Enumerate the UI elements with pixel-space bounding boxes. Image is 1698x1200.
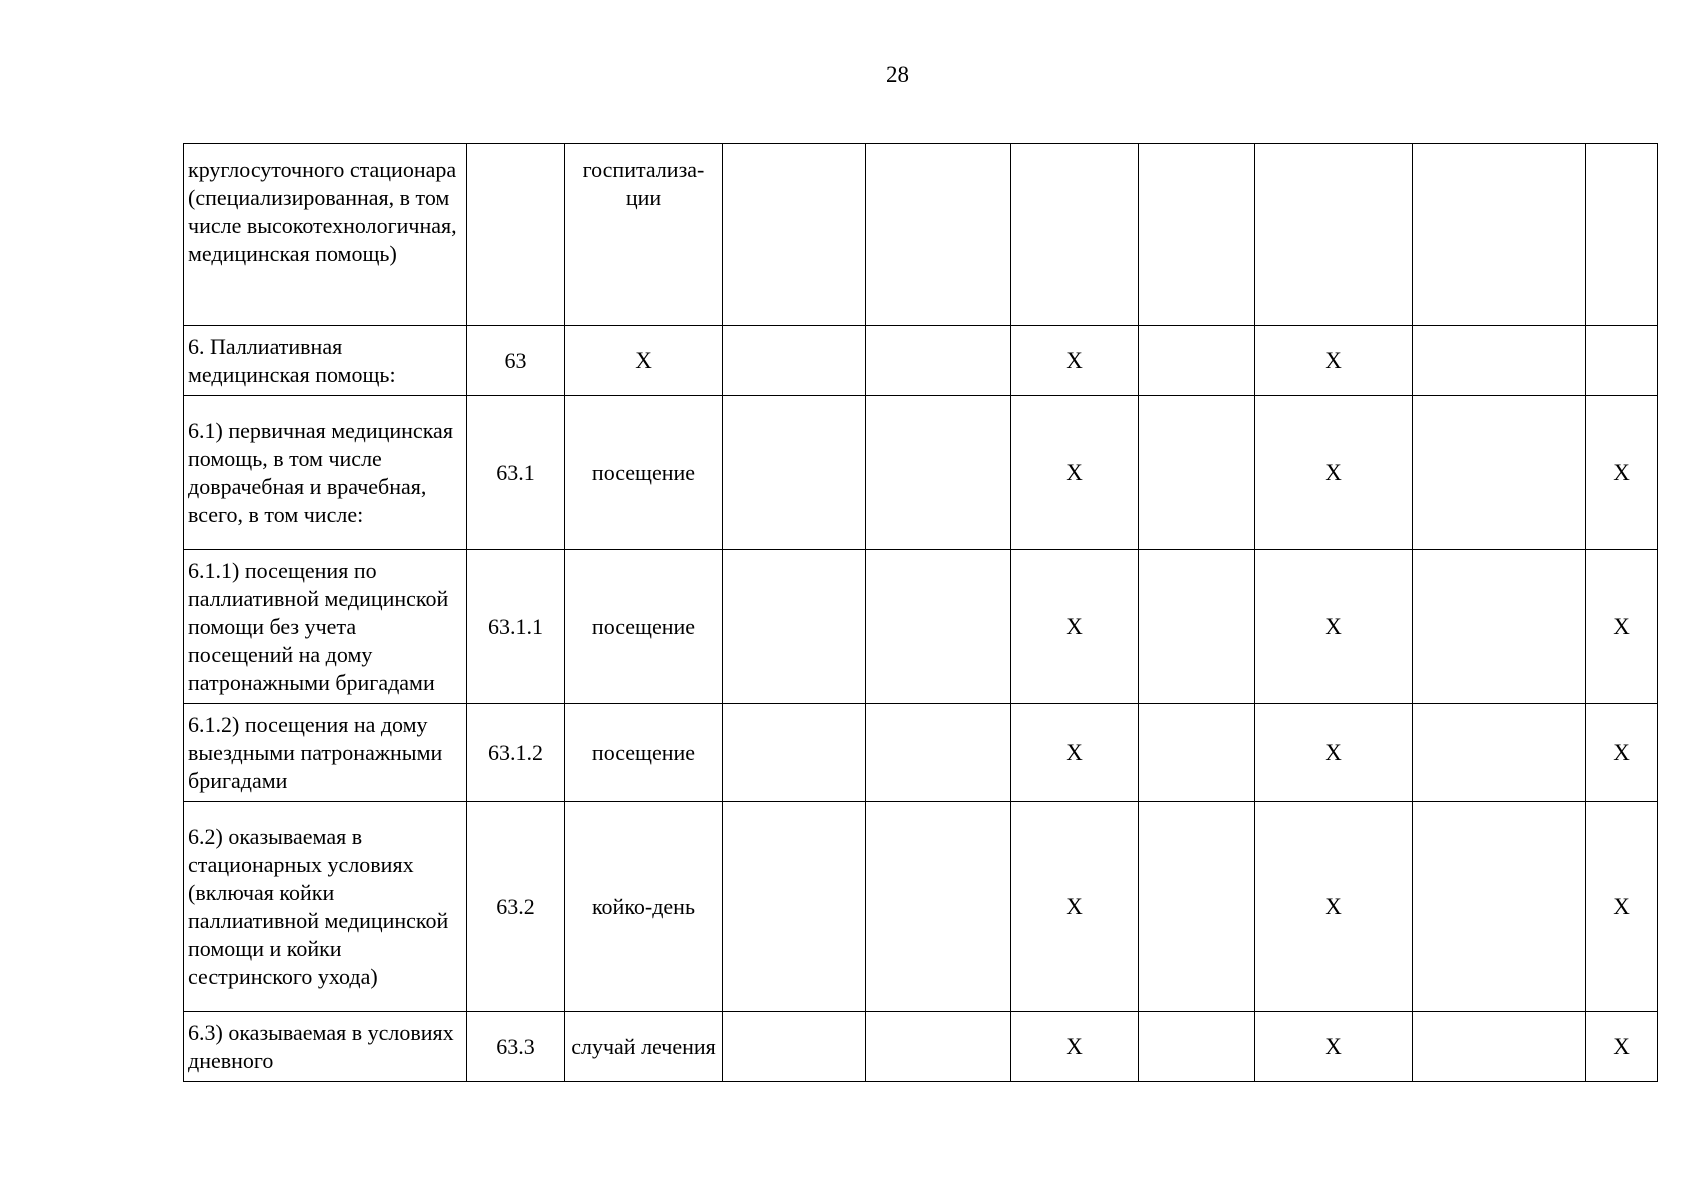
row-code: 63.3 [467, 1012, 565, 1082]
cell-col4 [723, 1012, 866, 1082]
row-code [467, 144, 565, 326]
cell-col5 [866, 550, 1011, 704]
cell-col4 [723, 550, 866, 704]
table-row [184, 704, 1658, 802]
cell-col10 [1586, 326, 1658, 396]
cell-col10: X [1586, 396, 1658, 550]
row-name: 6.1.1) посещения по паллиативной медицинской помощи без учета посещений на дому патронажными бригадами [184, 550, 467, 704]
row-name: круглосуточного стационара (специализированная, в том числе высокотехнологичная, медицинская помощь) [184, 144, 467, 326]
cell-col10: X [1586, 1012, 1658, 1082]
cell-col7 [1139, 326, 1255, 396]
row-unit: госпитализа-ции [565, 144, 723, 326]
table-row [184, 144, 1658, 326]
cell-col9 [1413, 1012, 1586, 1082]
row-code: 63.1.1 [467, 550, 565, 704]
cell-col9 [1413, 396, 1586, 550]
cell-col5 [866, 144, 1011, 326]
row-name: 6.2) оказываемая в стационарных условиях (включая койки паллиативной медицинской помощи и койки сестринского ухода) [184, 802, 467, 1012]
cell-col9 [1413, 704, 1586, 802]
cell-col9 [1413, 802, 1586, 1012]
cell-col6 [1011, 144, 1139, 326]
cell-col9 [1413, 550, 1586, 704]
row-code: 63.1.2 [467, 704, 565, 802]
row-name: 6. Паллиативная медицинская помощь: [184, 326, 467, 396]
cell-col4 [723, 396, 866, 550]
cell-col5 [866, 1012, 1011, 1082]
table-row [184, 550, 1658, 704]
cell-col5 [866, 396, 1011, 550]
cell-col6: X [1011, 704, 1139, 802]
row-code: 63.2 [467, 802, 565, 1012]
row-code: 63.1 [467, 396, 565, 550]
row-unit: посещение [565, 550, 723, 704]
cell-col9 [1413, 326, 1586, 396]
row-unit: X [565, 326, 723, 396]
cell-col4 [723, 144, 866, 326]
cell-col7 [1139, 396, 1255, 550]
row-unit: посещение [565, 704, 723, 802]
cell-col6: X [1011, 1012, 1139, 1082]
table-row [184, 396, 1658, 550]
cell-col8: X [1255, 802, 1413, 1012]
cell-col6: X [1011, 396, 1139, 550]
cell-col8: X [1255, 704, 1413, 802]
cell-col7 [1139, 144, 1255, 326]
table-row [184, 326, 1658, 396]
table-row [184, 1012, 1658, 1082]
table-row [184, 802, 1658, 1012]
cell-col6: X [1011, 550, 1139, 704]
cell-col8: X [1255, 550, 1413, 704]
cell-col10 [1586, 144, 1658, 326]
cell-col5 [866, 704, 1011, 802]
cell-col5 [866, 326, 1011, 396]
cell-col4 [723, 326, 866, 396]
cell-col7 [1139, 802, 1255, 1012]
cell-col4 [723, 802, 866, 1012]
cell-col7 [1139, 704, 1255, 802]
cell-col7 [1139, 550, 1255, 704]
cell-col8: X [1255, 396, 1413, 550]
row-unit: койко-день [565, 802, 723, 1012]
row-name: 6.1) первичная медицинская помощь, в том числе доврачебная и врачебная, всего, в том числе: [184, 396, 467, 550]
row-name: 6.1.2) посещения на дому выездными патронажными бригадами [184, 704, 467, 802]
cell-col10: X [1586, 550, 1658, 704]
page-number: 28 [886, 62, 909, 87]
row-unit: посещение [565, 396, 723, 550]
cell-col8: X [1255, 326, 1413, 396]
row-code: 63 [467, 326, 565, 396]
cell-col6: X [1011, 802, 1139, 1012]
cell-col8: X [1255, 1012, 1413, 1082]
cell-col10: X [1586, 704, 1658, 802]
cell-col10: X [1586, 802, 1658, 1012]
cell-col5 [866, 802, 1011, 1012]
cell-col4 [723, 704, 866, 802]
cell-col8 [1255, 144, 1413, 326]
row-unit: случай лечения [565, 1012, 723, 1082]
medical-care-table [183, 143, 1658, 1082]
cell-col9 [1413, 144, 1586, 326]
row-name: 6.3) оказываемая в условиях дневного [184, 1012, 467, 1082]
cell-col6: X [1011, 326, 1139, 396]
cell-col7 [1139, 1012, 1255, 1082]
